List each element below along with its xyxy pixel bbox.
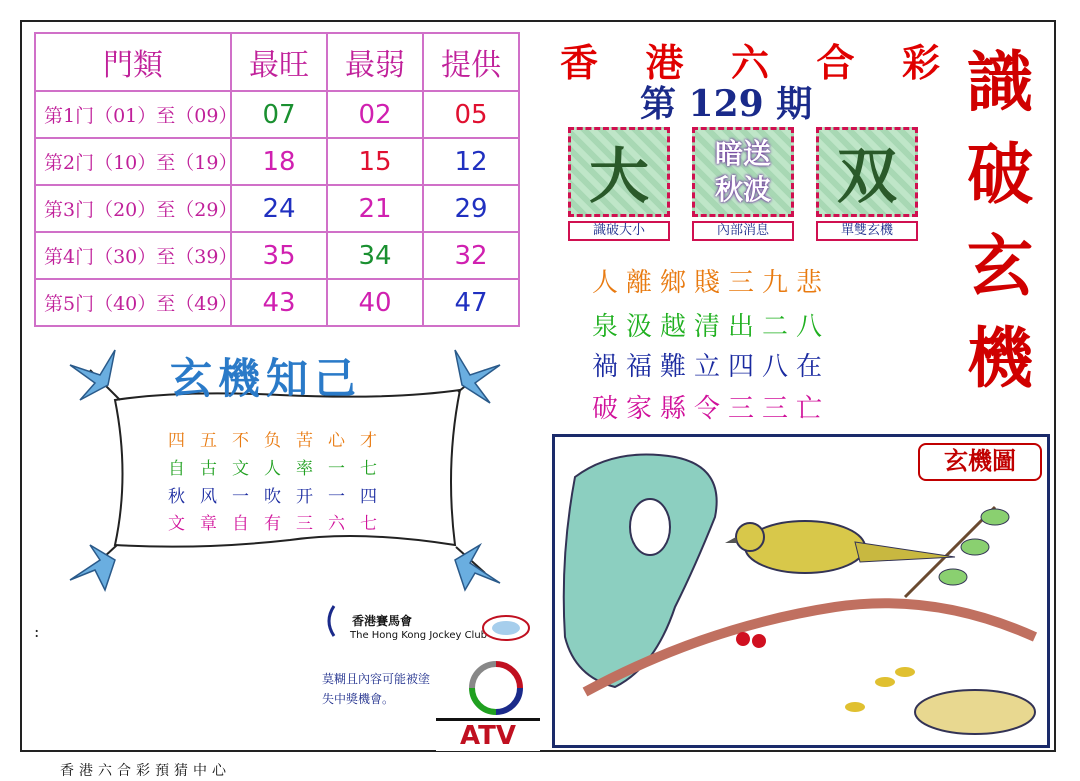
title-char: 合 <box>816 40 855 85</box>
min-value: 21 <box>327 185 423 232</box>
size-caption: 識破大小 <box>568 221 670 241</box>
atv-label: ATV <box>436 718 540 751</box>
offer-value: 47 <box>423 279 519 326</box>
size-box <box>568 127 670 217</box>
colon-mark: : <box>34 622 40 641</box>
verse-line: 自古文人率一七 <box>168 459 392 479</box>
max-value: 43 <box>231 279 327 326</box>
title-char: 香 <box>560 40 599 85</box>
min-value: 34 <box>327 232 423 279</box>
mark-six-logo-icon <box>480 612 532 644</box>
door-table <box>34 32 520 327</box>
poem-line: 人離鄉賤三九悲 <box>592 268 831 298</box>
door-label: 第1门（01）至（09） <box>35 91 231 138</box>
vertical-char: 識 <box>967 43 1033 121</box>
verse-line: 文章自有三六七 <box>168 514 392 534</box>
issue-number: 第 129 期 <box>640 83 813 125</box>
min-value: 40 <box>327 279 423 326</box>
poem-line: 破家縣令三三亡 <box>592 394 831 424</box>
table-row <box>35 91 519 138</box>
table-header-row <box>35 33 519 91</box>
bird-illustration <box>555 437 1047 745</box>
offer-value: 29 <box>423 185 519 232</box>
header-door: 門類 <box>35 33 231 91</box>
header-max: 最旺 <box>231 33 327 91</box>
door-label: 第5门（40）至（49） <box>35 279 231 326</box>
picture-label: 玄機圖 <box>918 443 1042 481</box>
offer-value: 05 <box>423 91 519 138</box>
max-value: 07 <box>231 91 327 138</box>
door-label: 第3门（20）至（29） <box>35 185 231 232</box>
inside-box <box>692 127 794 217</box>
door-label: 第2门（10）至（19） <box>35 138 231 185</box>
poem-line: 禍福難立四八在 <box>592 352 831 382</box>
min-value: 02 <box>327 91 423 138</box>
max-value: 24 <box>231 185 327 232</box>
swallow-icon <box>455 350 500 403</box>
vertical-char: 玄 <box>967 227 1033 305</box>
vertical-title <box>960 36 1040 404</box>
inside-line: 暗送 <box>714 137 771 170</box>
jockey-name-en: The Hong Kong Jockey Club <box>350 630 488 641</box>
scroll-title: 玄機知己 <box>170 354 363 403</box>
swallow-icon <box>70 350 115 400</box>
inside-text <box>695 130 791 214</box>
max-value: 18 <box>231 138 327 185</box>
verse-line: 秋风一吹开一四 <box>168 487 392 507</box>
vertical-char: 機 <box>967 319 1033 397</box>
vertical-char: 破 <box>967 135 1033 213</box>
inside-line: 秋波 <box>714 173 771 206</box>
offer-value: 12 <box>423 138 519 185</box>
footer-text: 香港六合彩預猜中心 <box>60 763 231 779</box>
header-min: 最弱 <box>327 33 423 91</box>
table-row <box>35 232 519 279</box>
door-label: 第4门（30）至（39） <box>35 232 231 279</box>
verse-line: 四五不负苦心才 <box>168 431 392 451</box>
warning-line: 莫糊且內容可能被塗 <box>322 672 431 686</box>
jockey-logo-icon <box>322 604 336 638</box>
min-value: 15 <box>327 138 423 185</box>
jockey-name-cn: 香港賽馬會 <box>352 614 413 628</box>
atv-logo-icon <box>466 660 526 716</box>
parity-caption: 單雙玄機 <box>816 221 918 241</box>
offer-value: 32 <box>423 232 519 279</box>
poem-line: 泉汲越清出二八 <box>592 312 831 342</box>
title-char: 港 <box>645 40 684 85</box>
table-row <box>35 279 519 326</box>
size-value: 大 <box>589 142 649 212</box>
inside-caption: 內部消息 <box>692 221 794 241</box>
warning-line: 失中獎機會。 <box>322 692 395 706</box>
title-char: 彩 <box>901 40 940 85</box>
header-offer: 提供 <box>423 33 519 91</box>
table-row <box>35 138 519 185</box>
max-value: 35 <box>231 232 327 279</box>
parity-box <box>816 127 918 217</box>
title-char: 六 <box>730 40 769 85</box>
table-row <box>35 185 519 232</box>
parity-value: 双 <box>837 142 897 212</box>
riddle-picture <box>552 434 1050 748</box>
